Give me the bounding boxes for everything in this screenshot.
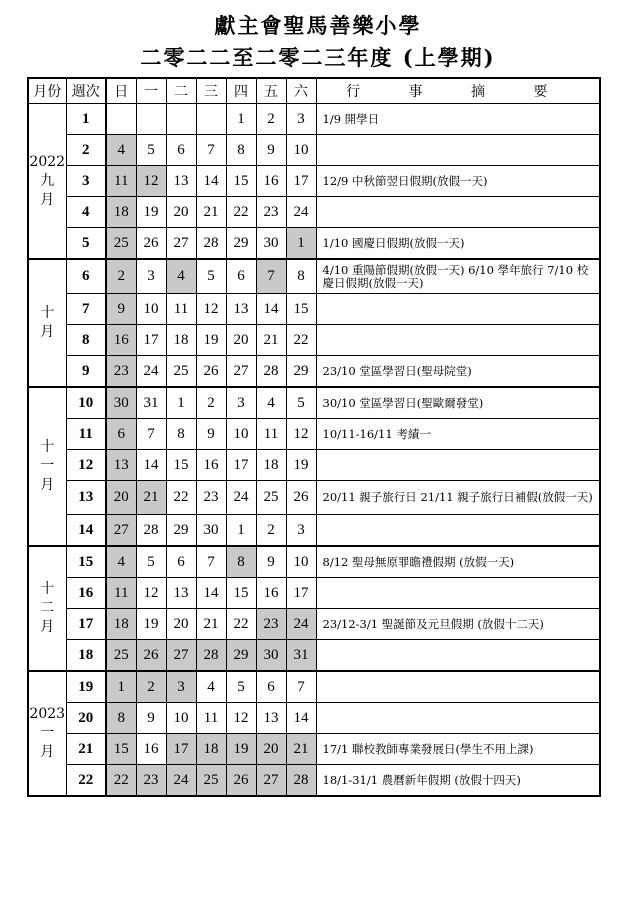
day-cell: 3 — [166, 671, 196, 703]
day-cell: 15 — [226, 166, 256, 197]
week-number: 9 — [66, 356, 106, 388]
day-cell: 18 — [166, 325, 196, 356]
day-cell: 2 — [256, 515, 286, 547]
week-row — [28, 356, 600, 388]
week-number: 4 — [66, 197, 106, 228]
day-cell: 6 — [166, 546, 196, 578]
day-cell: 17 — [286, 578, 316, 609]
week-row — [28, 765, 600, 797]
col-header-sun: 日 — [106, 78, 136, 104]
day-cell: 8 — [226, 546, 256, 578]
day-cell: 1 — [106, 671, 136, 703]
day-cell: 25 — [106, 228, 136, 260]
day-cell: 13 — [166, 166, 196, 197]
day-cell: 5 — [196, 259, 226, 294]
header-row — [28, 78, 600, 104]
day-cell: 7 — [136, 419, 166, 450]
day-cell: 24 — [166, 765, 196, 797]
event-summary: 12/9 中秋節翌日假期(放假一天) — [316, 166, 600, 197]
day-cell: 15 — [226, 578, 256, 609]
day-cell: 24 — [136, 356, 166, 388]
day-cell: 9 — [256, 135, 286, 166]
day-cell: 26 — [136, 640, 166, 672]
event-summary — [316, 578, 600, 609]
event-summary — [316, 197, 600, 228]
day-cell: 5 — [136, 546, 166, 578]
month-label — [28, 546, 66, 671]
day-cell: 1 — [226, 515, 256, 547]
event-summary — [316, 135, 600, 166]
month-label — [28, 259, 66, 387]
day-cell: 11 — [196, 703, 226, 734]
day-cell: 17 — [136, 325, 166, 356]
event-summary: 1/9 開學日 — [316, 104, 600, 135]
event-summary: 10/11-16/11 考績一 — [316, 419, 600, 450]
week-row — [28, 734, 600, 765]
day-cell: 11 — [106, 166, 136, 197]
day-cell: 18 — [106, 197, 136, 228]
col-header-wed: 三 — [196, 78, 226, 104]
day-cell: 16 — [256, 578, 286, 609]
day-cell: 12 — [196, 294, 226, 325]
week-row — [28, 325, 600, 356]
week-row — [28, 104, 600, 135]
week-row — [28, 703, 600, 734]
day-cell: 3 — [286, 515, 316, 547]
day-cell: 16 — [196, 450, 226, 481]
day-cell — [136, 104, 166, 135]
col-header-tue: 二 — [166, 78, 196, 104]
day-cell: 27 — [256, 765, 286, 797]
day-cell: 9 — [136, 703, 166, 734]
col-header-sat: 六 — [286, 78, 316, 104]
week-number: 10 — [66, 387, 106, 419]
col-header-thu: 四 — [226, 78, 256, 104]
month-label-line: 十 — [40, 581, 55, 597]
day-cell — [106, 104, 136, 135]
day-cell: 19 — [196, 325, 226, 356]
week-number: 14 — [66, 515, 106, 547]
day-cell: 25 — [256, 481, 286, 515]
col-header-week: 週次 — [66, 78, 106, 104]
week-row — [28, 481, 600, 515]
day-cell: 6 — [226, 259, 256, 294]
day-cell: 2 — [106, 259, 136, 294]
day-cell: 5 — [286, 387, 316, 419]
month-label-line: 二 — [40, 600, 55, 616]
day-cell: 25 — [106, 640, 136, 672]
day-cell: 29 — [226, 228, 256, 260]
day-cell: 21 — [256, 325, 286, 356]
day-cell: 24 — [226, 481, 256, 515]
day-cell: 27 — [226, 356, 256, 388]
day-cell: 11 — [256, 419, 286, 450]
day-cell: 5 — [226, 671, 256, 703]
day-cell: 3 — [136, 259, 166, 294]
day-cell — [166, 104, 196, 135]
col-header-events: 行 事 摘 要 — [316, 78, 600, 104]
day-cell: 30 — [196, 515, 226, 547]
day-cell: 21 — [286, 734, 316, 765]
week-number: 7 — [66, 294, 106, 325]
day-cell: 9 — [196, 419, 226, 450]
event-summary: 4/10 重陽節假期(放假一天) 6/10 學年旅行 7/10 校慶日假期(放假一天) — [316, 259, 600, 294]
day-cell: 18 — [106, 609, 136, 640]
day-cell: 26 — [286, 481, 316, 515]
month-label-line: 十 — [40, 305, 55, 321]
day-cell: 7 — [196, 546, 226, 578]
event-summary — [316, 640, 600, 672]
month-label-line: 十 — [40, 439, 55, 455]
day-cell: 6 — [166, 135, 196, 166]
week-row — [28, 609, 600, 640]
day-cell: 6 — [256, 671, 286, 703]
week-row — [28, 515, 600, 547]
week-number: 22 — [66, 765, 106, 797]
day-cell: 1 — [226, 104, 256, 135]
day-cell: 7 — [286, 671, 316, 703]
day-cell — [196, 104, 226, 135]
week-number: 11 — [66, 419, 106, 450]
day-cell: 13 — [256, 703, 286, 734]
day-cell: 14 — [136, 450, 166, 481]
day-cell: 21 — [136, 481, 166, 515]
week-number: 15 — [66, 546, 106, 578]
event-summary: 8/12 聖母無原罪瞻禮假期 (放假一天) — [316, 546, 600, 578]
month-label — [28, 671, 66, 796]
event-summary — [316, 515, 600, 547]
day-cell: 11 — [106, 578, 136, 609]
event-summary — [316, 450, 600, 481]
day-cell: 14 — [196, 578, 226, 609]
day-cell: 16 — [106, 325, 136, 356]
day-cell: 4 — [256, 387, 286, 419]
event-summary: 20/11 親子旅行日 21/11 親子旅行日補假(放假一天) — [316, 481, 600, 515]
day-cell: 17 — [286, 166, 316, 197]
event-summary: 1/10 國慶日假期(放假一天) — [316, 228, 600, 260]
col-header-fri: 五 — [256, 78, 286, 104]
day-cell: 13 — [166, 578, 196, 609]
month-label-line: 2023 — [29, 706, 66, 722]
day-cell: 13 — [106, 450, 136, 481]
day-cell: 14 — [286, 703, 316, 734]
week-number: 18 — [66, 640, 106, 672]
event-summary: 30/10 堂區學習日(聖歐爾發堂) — [316, 387, 600, 419]
month-label-line: 2022 — [29, 153, 66, 170]
month-label-line: 月 — [40, 744, 55, 760]
day-cell: 4 — [106, 546, 136, 578]
day-cell: 29 — [286, 356, 316, 388]
week-number: 6 — [66, 259, 106, 294]
day-cell: 28 — [256, 356, 286, 388]
day-cell: 28 — [196, 640, 226, 672]
day-cell: 10 — [166, 703, 196, 734]
day-cell: 15 — [166, 450, 196, 481]
day-cell: 17 — [226, 450, 256, 481]
day-cell: 12 — [136, 166, 166, 197]
month-label-line: 九 — [40, 172, 55, 189]
day-cell: 16 — [136, 734, 166, 765]
day-cell: 8 — [166, 419, 196, 450]
day-cell: 20 — [256, 734, 286, 765]
day-cell: 30 — [106, 387, 136, 419]
day-cell: 10 — [286, 546, 316, 578]
day-cell: 20 — [166, 609, 196, 640]
day-cell: 2 — [256, 104, 286, 135]
month-label-line: 月 — [40, 619, 55, 635]
week-number: 1 — [66, 104, 106, 135]
day-cell: 30 — [256, 228, 286, 260]
day-cell: 3 — [286, 104, 316, 135]
week-row — [28, 387, 600, 419]
week-number: 21 — [66, 734, 106, 765]
week-number: 8 — [66, 325, 106, 356]
day-cell: 11 — [166, 294, 196, 325]
day-cell: 1 — [286, 228, 316, 260]
day-cell: 26 — [226, 765, 256, 797]
month-label — [28, 387, 66, 546]
day-cell: 2 — [136, 671, 166, 703]
day-cell: 30 — [256, 640, 286, 672]
week-number: 13 — [66, 481, 106, 515]
day-cell: 9 — [256, 546, 286, 578]
day-cell: 8 — [286, 259, 316, 294]
day-cell: 18 — [196, 734, 226, 765]
day-cell: 25 — [196, 765, 226, 797]
day-cell: 4 — [106, 135, 136, 166]
day-cell: 3 — [226, 387, 256, 419]
day-cell: 9 — [106, 294, 136, 325]
day-cell: 4 — [166, 259, 196, 294]
week-row — [28, 259, 600, 294]
day-cell: 27 — [166, 228, 196, 260]
day-cell: 4 — [196, 671, 226, 703]
day-cell: 15 — [286, 294, 316, 325]
day-cell: 28 — [196, 228, 226, 260]
day-cell: 26 — [136, 228, 166, 260]
day-cell: 19 — [286, 450, 316, 481]
week-row — [28, 671, 600, 703]
day-cell: 10 — [226, 419, 256, 450]
day-cell: 22 — [106, 765, 136, 797]
week-row — [28, 640, 600, 672]
day-cell: 2 — [196, 387, 226, 419]
week-row — [28, 546, 600, 578]
day-cell: 10 — [286, 135, 316, 166]
event-summary: 23/10 堂區學習日(聖母院堂) — [316, 356, 600, 388]
event-summary — [316, 703, 600, 734]
day-cell: 31 — [286, 640, 316, 672]
day-cell: 6 — [106, 419, 136, 450]
day-cell: 17 — [166, 734, 196, 765]
calendar-body — [28, 104, 600, 797]
day-cell: 23 — [256, 197, 286, 228]
day-cell: 18 — [256, 450, 286, 481]
day-cell: 23 — [106, 356, 136, 388]
day-cell: 10 — [136, 294, 166, 325]
week-number: 20 — [66, 703, 106, 734]
week-number: 2 — [66, 135, 106, 166]
week-row — [28, 450, 600, 481]
month-label — [28, 104, 66, 260]
day-cell: 22 — [166, 481, 196, 515]
day-cell: 1 — [166, 387, 196, 419]
day-cell: 21 — [196, 197, 226, 228]
week-number: 3 — [66, 166, 106, 197]
week-number: 16 — [66, 578, 106, 609]
day-cell: 25 — [166, 356, 196, 388]
month-label-line: 月 — [40, 191, 55, 208]
day-cell: 15 — [106, 734, 136, 765]
day-cell: 23 — [196, 481, 226, 515]
day-cell: 20 — [226, 325, 256, 356]
event-summary: 17/1 聯校教師專業發展日(學生不用上課) — [316, 734, 600, 765]
day-cell: 12 — [226, 703, 256, 734]
day-cell: 7 — [196, 135, 226, 166]
month-label-line: 月 — [40, 324, 55, 340]
day-cell: 26 — [196, 356, 226, 388]
day-cell: 23 — [256, 609, 286, 640]
day-cell: 14 — [256, 294, 286, 325]
school-name: 獻主會聖馬善樂小學 — [214, 13, 422, 38]
day-cell: 29 — [166, 515, 196, 547]
day-cell: 21 — [196, 609, 226, 640]
col-header-mon: 一 — [136, 78, 166, 104]
event-summary: 18/1-31/1 農曆新年假期 (放假十四天) — [316, 765, 600, 797]
day-cell: 19 — [136, 197, 166, 228]
week-row — [28, 578, 600, 609]
week-number: 19 — [66, 671, 106, 703]
event-summary — [316, 294, 600, 325]
week-row — [28, 419, 600, 450]
day-cell: 8 — [226, 135, 256, 166]
calendar-subtitle: 二零二二至二零二三年度 (上學期) — [140, 45, 496, 70]
day-cell: 12 — [286, 419, 316, 450]
day-cell: 19 — [226, 734, 256, 765]
week-row — [28, 166, 600, 197]
day-cell: 20 — [166, 197, 196, 228]
day-cell: 27 — [106, 515, 136, 547]
col-header-month: 月份 — [28, 78, 66, 104]
week-row — [28, 294, 600, 325]
day-cell: 16 — [256, 166, 286, 197]
month-label-line: 一 — [40, 725, 55, 741]
day-cell: 24 — [286, 609, 316, 640]
day-cell: 8 — [106, 703, 136, 734]
day-cell: 28 — [136, 515, 166, 547]
event-summary — [316, 325, 600, 356]
day-cell: 31 — [136, 387, 166, 419]
month-label-line: 月 — [40, 477, 55, 493]
day-cell: 19 — [136, 609, 166, 640]
day-cell: 22 — [226, 609, 256, 640]
day-cell: 22 — [286, 325, 316, 356]
event-summary — [316, 671, 600, 703]
day-cell: 24 — [286, 197, 316, 228]
week-row — [28, 135, 600, 166]
day-cell: 29 — [226, 640, 256, 672]
day-cell: 22 — [226, 197, 256, 228]
day-cell: 27 — [166, 640, 196, 672]
week-number: 17 — [66, 609, 106, 640]
day-cell: 28 — [286, 765, 316, 797]
day-cell: 23 — [136, 765, 166, 797]
day-cell: 7 — [256, 259, 286, 294]
event-summary: 23/12-3/1 聖誕節及元旦假期 (放假十二天) — [316, 609, 600, 640]
day-cell: 13 — [226, 294, 256, 325]
school-calendar-table — [27, 77, 601, 797]
day-cell: 12 — [136, 578, 166, 609]
week-number: 12 — [66, 450, 106, 481]
week-row — [28, 197, 600, 228]
week-number: 5 — [66, 228, 106, 260]
month-label-line: 一 — [40, 458, 55, 474]
day-cell: 5 — [136, 135, 166, 166]
day-cell: 20 — [106, 481, 136, 515]
day-cell: 14 — [196, 166, 226, 197]
week-row — [28, 228, 600, 260]
